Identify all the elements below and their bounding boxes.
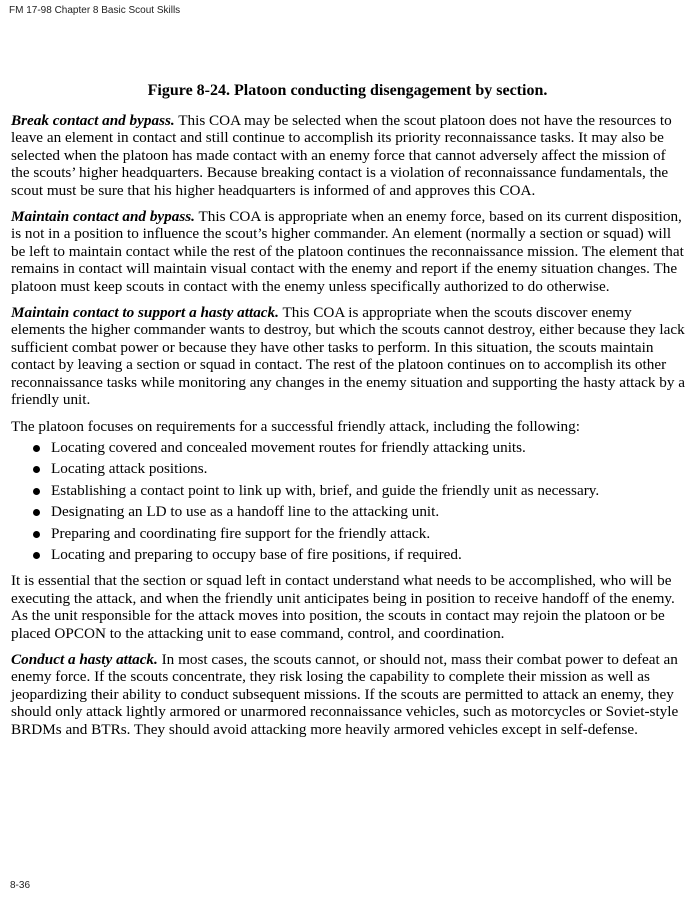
bullet-icon	[33, 466, 40, 473]
list-item: Locating covered and concealed movement routes for friendly attacking units.	[11, 439, 686, 456]
list-item: Establishing a contact point to link up with, brief, and guide the friendly unit as necessary.	[11, 482, 686, 499]
paragraph-conduct-hasty-attack	[11, 651, 686, 738]
list-item: Preparing and coordinating fire support for the friendly attack.	[11, 525, 686, 542]
paragraph-text: This COA is appropriate when the scouts discover enemy elements the higher commander wants to destroy, but which the scouts cannot destroy, either because they lack sufficient combat power or because they have other tasks to perform. In this situation, the scouts maintain contact by leaving a section or squad in contact. The rest of the platoon continues on to accomplish its other reconnaissance tasks while monitoring any changes in the enemy situation and supporting the hasty attack by a friendly unit.	[11, 304, 685, 409]
bullet-icon	[33, 445, 40, 452]
paragraph-maintain-contact-bypass	[11, 208, 686, 295]
bullet-icon	[33, 509, 40, 516]
paragraph-break-contact	[11, 112, 686, 199]
bullet-icon	[33, 531, 40, 538]
bullet-icon	[33, 552, 40, 559]
requirements-list	[11, 439, 686, 563]
list-item: Locating and preparing to occupy base of fire positions, if required.	[11, 546, 686, 563]
paragraph-lead: Break contact and bypass.	[11, 112, 175, 129]
paragraph-lead: Maintain contact and bypass.	[11, 208, 195, 226]
paragraph-lead: Conduct a hasty attack.	[11, 650, 158, 668]
paragraph-text: This COA is appropriate when an enemy force, based on its current disposition, is not in a position to influence the scout’s higher commander. An element (normally a section or squad) will be left to maintain contact while the rest of the platoon continues the reconnaissance mission. The element that remains in contact will maintain visual contact with the enemy and report if the enemy situation changes. The platoon must keep scouts in contact with the enemy unless specifically authorized to do otherwise.	[11, 208, 684, 295]
list-item: Designating an LD to use as a handoff line to the attacking unit.	[11, 503, 686, 520]
running-header: FM 17-98 Chapter 8 Basic Scout Skills	[9, 5, 181, 16]
paragraph-maintain-contact-hasty-attack	[11, 304, 686, 408]
paragraph-text: This COA may be selected when the scout platoon does not have the resources to leave an element in contact and still continue to accomplish its priority reconnaissance tasks. It may also be selected when the platoon has made contact with an enemy force that cannot adversely affect the mission of the scouts’ higher headquarters. Because breaking contact is a violation of reconnaissance fundamentals, the scout must be sure that his higher headquarters is informed of and approves this COA.	[11, 112, 672, 199]
paragraph-essential: It is essential that the section or squad left in contact understand what needs to be accomplished, who will be executing the attack, and when the friendly unit anticipates being in position to receive handoff of the enemy. As the unit responsible for the attack moves into position, the scouts in contact may rejoin the platoon or be placed OPCON to the attacking unit to ease command, control, and coordination.	[11, 572, 675, 642]
bullet-icon	[33, 488, 40, 495]
paragraph-lead: Maintain contact to support a hasty attack.	[11, 304, 279, 322]
page-number: 8-36	[10, 880, 31, 891]
list-item: Locating attack positions.	[11, 460, 686, 477]
paragraph-text: In most cases, the scouts cannot, or should not, mass their combat power to defeat an enemy force. If the scouts concentrate, they risk losing the capability to complete their mission as well as jeopardizing their ability to conduct subsequent missions. If the scouts are permitted to attack an enemy, they should only attack lightly armored or unarmored reconnaissance vehicles, such as motorcycles or Soviet-style BRDMs and BTRs. They should avoid attacking more heavily armored vehicles except in self-defense.	[11, 650, 679, 738]
document-body	[11, 112, 686, 747]
requirements-intro: The platoon focuses on requirements for a successful friendly attack, including the following:	[11, 417, 580, 435]
figure-caption: Figure 8-24. Platoon conducting disengagement by section.	[147, 82, 548, 99]
